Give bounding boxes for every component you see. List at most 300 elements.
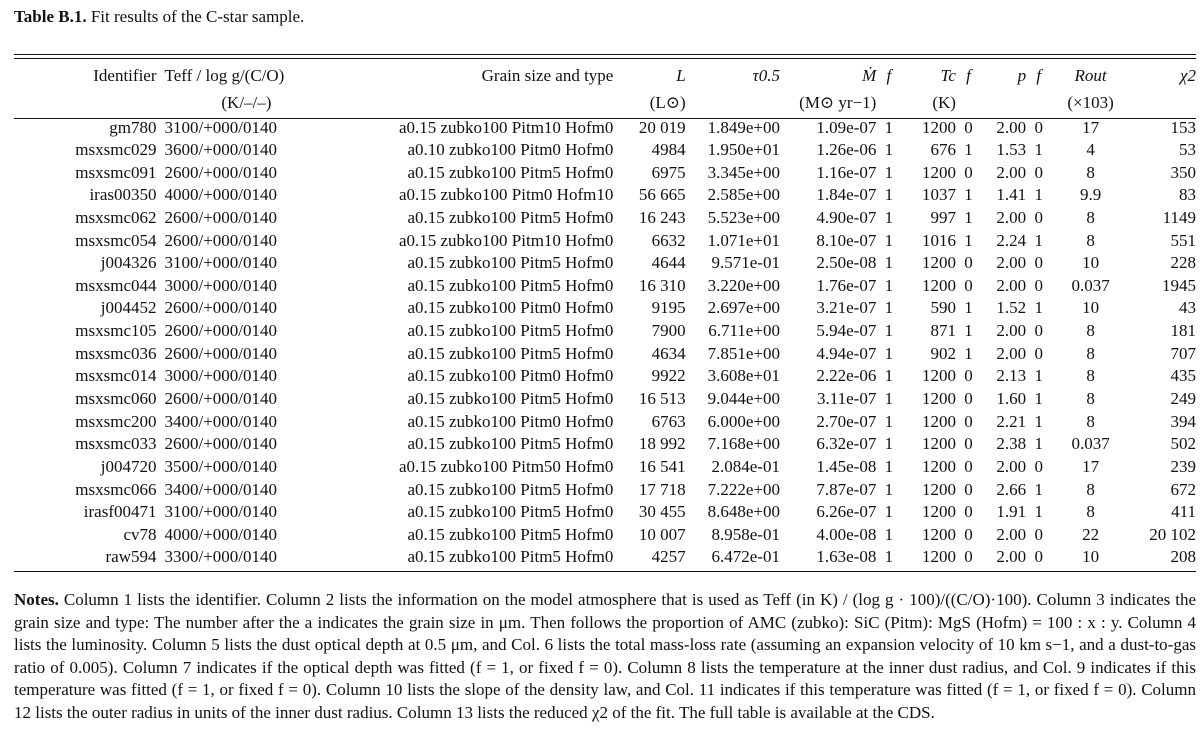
cell-luminosity: 4644: [651, 253, 686, 273]
cell-rout: 8: [1086, 321, 1095, 341]
cell-grain: a0.15 zubko100 Pitm0 Hofm0: [407, 298, 614, 318]
cell-f2: 1: [964, 230, 973, 250]
top-rule: [14, 54, 1196, 55]
cell-luminosity: 17 718: [638, 479, 686, 499]
cell-tc: 1016: [921, 230, 956, 250]
cell-mdot: 3.11e-07: [817, 389, 877, 408]
cell-identifier: irasf00471: [83, 502, 157, 522]
cell-f1: 1: [884, 479, 894, 499]
cell-f3: 1: [1034, 479, 1043, 499]
cell-grain: a0.10 zubko100 Pitm0 Hofm0: [407, 139, 614, 159]
cell-teff: 2600/+000/0140: [164, 162, 278, 182]
cell-p: 2.21: [996, 411, 1027, 431]
cell-p: 1.52: [996, 298, 1027, 318]
cell-identifier: cv78: [123, 524, 157, 544]
cell-rout: 10: [1082, 253, 1100, 273]
cell-identifier: msxsmc029: [75, 139, 157, 159]
cell-rout: 8: [1086, 502, 1095, 522]
cell-luminosity: 56 665: [638, 185, 686, 205]
header-p-unit: [981, 89, 1026, 116]
cell-tau: 8.648e+00: [707, 502, 780, 522]
header-f3-unit: [1026, 89, 1051, 116]
cell-grain: a0.15 zubko100 Pitm10 Hofm0: [398, 118, 614, 138]
cell-luminosity: 16 310: [638, 275, 686, 295]
cell-mdot: 2.70e-07: [816, 411, 877, 431]
cell-luminosity: 6975: [651, 162, 686, 182]
cell-teff: 4000/+000/0140: [164, 524, 278, 544]
cell-tau: 3.608e+01: [707, 366, 780, 386]
cell-f3: 0: [1034, 321, 1043, 341]
cell-mdot: 5.94e-07: [816, 321, 877, 341]
cell-f2: 0: [964, 524, 973, 544]
cell-tau: 2.084e-01: [711, 456, 780, 476]
cell-teff: 3400/+000/0140: [164, 479, 278, 499]
header-f2: f: [966, 65, 971, 85]
cell-mdot: 1.26e-06: [816, 139, 877, 159]
cell-f3: 0: [1034, 275, 1043, 295]
table-row: [14, 274, 1196, 297]
cell-tc: 590: [930, 298, 956, 318]
cell-f3: 1: [1034, 434, 1043, 454]
cell-tau: 2.697e+00: [707, 298, 780, 318]
cell-luminosity: 16 243: [638, 207, 686, 227]
cell-f2: 0: [964, 479, 973, 499]
cell-luminosity: 16 541: [638, 456, 686, 476]
table-row: [14, 546, 1196, 569]
cell-teff: 3600/+000/0140: [164, 139, 278, 159]
cell-f3: 1: [1034, 411, 1043, 431]
cell-tc: 1200: [921, 479, 956, 499]
cell-f2: 1: [964, 321, 973, 341]
cell-tau: 8.958e-01: [711, 524, 780, 544]
header-tc: Tc: [940, 65, 956, 85]
cell-rout: 8: [1086, 207, 1095, 227]
cell-f1: 1: [884, 547, 894, 567]
cell-luminosity: 6632: [651, 230, 686, 250]
cell-mdot: 4.94e-07: [816, 343, 877, 363]
table-row: [14, 207, 1196, 230]
cell-luminosity: 4984: [651, 139, 686, 159]
cell-tau: 6.711e+00: [708, 321, 780, 341]
cell-luminosity: 9195: [651, 298, 686, 318]
cell-tau: 7.851e+00: [707, 343, 780, 363]
header-tau-unit: [686, 89, 780, 116]
cell-tau: 6.472e-01: [711, 547, 780, 567]
cell-f3: 1: [1034, 366, 1043, 386]
cell-f2: 1: [964, 185, 973, 205]
cell-tc: 676: [930, 139, 956, 159]
table-row: [14, 524, 1196, 547]
cell-identifier: j004452: [100, 298, 157, 318]
cell-p: 2.24: [996, 230, 1027, 250]
cell-f2: 0: [964, 411, 973, 431]
cell-f1: 1: [884, 502, 894, 522]
cell-tau: 7.168e+00: [707, 434, 780, 454]
cell-p: 1.41: [996, 185, 1027, 205]
header-row-2: [14, 89, 1196, 116]
cell-f1: 1: [884, 230, 894, 250]
cell-f1: 1: [884, 298, 894, 318]
cell-mdot: 4.90e-07: [816, 207, 877, 227]
table-row: [14, 252, 1196, 275]
table-caption-text: Fit results of the C-star sample.: [90, 7, 305, 26]
cell-f3: 1: [1034, 502, 1043, 522]
cell-teff: 3000/+000/0140: [164, 275, 278, 295]
table-row: [14, 161, 1196, 184]
cell-rout: 17: [1082, 456, 1100, 476]
bottom-rule: [14, 571, 1196, 572]
cell-tc: 1200: [921, 389, 956, 408]
cell-f3: 0: [1034, 118, 1043, 138]
cell-p: 1.53: [996, 139, 1027, 159]
cell-luminosity: 18 992: [638, 434, 686, 454]
cell-teff: 3500/+000/0140: [164, 456, 278, 476]
cell-teff: 2600/+000/0140: [164, 298, 278, 318]
header-luminosity: L: [676, 65, 686, 85]
cell-f1: 1: [884, 389, 894, 408]
cell-identifier: raw594: [105, 547, 157, 567]
table-caption-label: Table B.1.: [14, 7, 87, 26]
cell-tau: 1.849e+00: [707, 118, 780, 138]
cell-f2: 0: [964, 456, 973, 476]
cell-rout: 8: [1086, 230, 1095, 250]
cell-mdot: 3.21e-07: [816, 298, 877, 318]
cell-tc: 1200: [921, 275, 956, 295]
cell-mdot: 1.16e-07: [816, 162, 877, 182]
cell-luminosity: 9922: [651, 366, 686, 386]
cell-p: 2.00: [996, 207, 1027, 227]
cell-teff: 4000/+000/0140: [164, 185, 278, 205]
header-f2-unit: [956, 89, 981, 116]
cell-f2: 0: [964, 547, 973, 567]
cell-identifier: msxsmc091: [75, 162, 157, 182]
cell-teff: 2600/+000/0140: [164, 230, 278, 250]
cell-chi2: 672: [1170, 479, 1196, 499]
cell-rout: 22: [1082, 524, 1100, 544]
cell-grain: a0.15 zubko100 Pitm5 Hofm0: [407, 547, 614, 567]
cell-identifier: msxsmc066: [75, 479, 157, 499]
top-rule-double: [14, 58, 1196, 59]
cell-f2: 0: [964, 366, 973, 386]
cell-p: 2.00: [996, 524, 1027, 544]
cell-f1: 1: [884, 162, 894, 182]
cell-luminosity: 10 007: [638, 524, 686, 544]
cell-grain: a0.15 zubko100 Pitm5 Hofm0: [407, 207, 614, 227]
table-row: [14, 139, 1196, 162]
cell-tau: 9.571e-01: [711, 253, 780, 273]
cell-tau: 9.044e+00: [707, 389, 780, 408]
fit-results-table: [14, 62, 1196, 569]
cell-grain: a0.15 zubko100 Pitm0 Hofm0: [407, 411, 614, 431]
cell-chi2: 411: [1171, 502, 1196, 522]
cell-f2: 0: [964, 434, 973, 454]
cell-chi2: 1945: [1162, 275, 1196, 295]
cell-chi2: 181: [1170, 321, 1196, 341]
cell-chi2: 208: [1170, 547, 1196, 567]
cell-f2: 0: [964, 389, 973, 408]
cell-rout: 4: [1086, 139, 1095, 159]
cell-mdot: 2.22e-06: [816, 366, 877, 386]
table-row: [14, 297, 1196, 320]
cell-teff: 3000/+000/0140: [164, 366, 278, 386]
cell-luminosity: 30 455: [638, 502, 686, 522]
cell-f1: 1: [884, 139, 894, 159]
cell-identifier: j004720: [100, 456, 157, 476]
cell-chi2: 53: [1179, 139, 1196, 159]
cell-mdot: 1.84e-07: [816, 185, 877, 205]
cell-teff: 3400/+000/0140: [164, 411, 278, 431]
cell-chi2: 350: [1170, 162, 1196, 182]
cell-tau: 1.950e+01: [707, 139, 780, 159]
cell-tc: 1200: [921, 118, 956, 138]
table-row: [14, 388, 1196, 411]
cell-mdot: 1.63e-08: [816, 547, 877, 567]
cell-chi2: 394: [1170, 411, 1196, 431]
cell-grain: a0.15 zubko100 Pitm5 Hofm0: [407, 389, 614, 408]
header-p: p: [1017, 65, 1027, 85]
notes-text: Column 1 lists the identifier. Column 2 lists the information on the model atmosphere that is used as Teff (in K) / (log g · 100)/((C/O)·100). Column 3 indicates the grain size and type: The number after the a indicates the grain size in μm. Then follows the proportion of AMC (zubko): SiC (Pitm): MgS (Hofm) = 100 : x : y. Column 4 lists the luminosity. Column 5 lists the dust optical depth at 0.5 μm, and Col. 6 lists the total mass-loss rate (assuming an expansion velocity of 10 km s−1, and a dust-to-gas ratio of 0.005). Column 7 indicates if the optical depth was fitted (f = 1, or fixed f = 0). Column 8 lists the temperature at the inner dust radius, and Col. 9 indicates if this temperature was fitted (f = 1, or fixed f = 0). Column 10 lists the slope of the density law, and Col. 11 indicates if this temperature was fitted (f = 1, or fixed f = 0). Column 12 lists the outer radius in units of the inner dust radius. Column 13 lists the reduced χ2 of the fit. The full table is available at the CDS.: [14, 590, 1197, 722]
cell-p: 2.38: [996, 434, 1027, 454]
cell-mdot: 1.76e-07: [816, 275, 877, 295]
cell-mdot: 1.09e-07: [816, 118, 877, 138]
cell-identifier: msxsmc033: [75, 434, 157, 454]
cell-identifier: msxsmc036: [75, 343, 157, 363]
cell-rout: 0.037: [1071, 434, 1110, 454]
cell-luminosity: 6763: [651, 411, 686, 431]
cell-mdot: 1.45e-08: [816, 456, 877, 476]
cell-rout: 10: [1082, 298, 1100, 318]
table-row: [14, 456, 1196, 479]
cell-p: 2.00: [996, 547, 1027, 567]
cell-f1: 1: [884, 275, 894, 295]
cell-f3: 1: [1034, 389, 1043, 408]
table-body: [14, 116, 1196, 569]
cell-tc: 1200: [921, 524, 956, 544]
cell-tc: 1200: [921, 502, 956, 522]
notes-label: Notes.: [14, 590, 59, 609]
cell-f1: 1: [884, 253, 894, 273]
cell-chi2: 228: [1170, 253, 1196, 273]
cell-f2: 0: [964, 502, 973, 522]
table-caption: [14, 6, 304, 28]
cell-f1: 1: [884, 207, 894, 227]
table-row: [14, 184, 1196, 207]
cell-grain: a0.15 zubko100 Pitm50 Hofm0: [398, 456, 614, 476]
cell-teff: 2600/+000/0140: [164, 343, 278, 363]
cell-tc: 1200: [921, 547, 956, 567]
header-grain-unit: [328, 89, 613, 116]
cell-rout: 8: [1086, 389, 1095, 408]
cell-identifier: msxsmc054: [75, 230, 157, 250]
cell-tau: 3.345e+00: [707, 162, 780, 182]
cell-f3: 0: [1034, 162, 1043, 182]
cell-teff: 2600/+000/0140: [164, 207, 278, 227]
cell-f3: 0: [1034, 547, 1043, 567]
cell-chi2: 83: [1179, 185, 1196, 205]
cell-f3: 1: [1034, 230, 1043, 250]
cell-identifier: msxsmc044: [75, 275, 157, 295]
cell-tc: 871: [930, 321, 956, 341]
cell-f3: 0: [1034, 207, 1043, 227]
cell-rout: 8: [1086, 343, 1095, 363]
cell-f1: 1: [884, 343, 894, 363]
cell-teff: 2600/+000/0140: [164, 434, 278, 454]
cell-grain: a0.15 zubko100 Pitm5 Hofm0: [407, 275, 614, 295]
cell-f1: 1: [884, 366, 894, 386]
cell-rout: 8: [1086, 479, 1095, 499]
cell-mdot: 7.87e-07: [816, 479, 877, 499]
cell-f1: 1: [884, 411, 894, 431]
cell-luminosity: 4257: [651, 547, 686, 567]
cell-chi2: 239: [1170, 456, 1196, 476]
cell-p: 1.91: [996, 502, 1027, 522]
cell-f3: 0: [1034, 524, 1043, 544]
cell-teff: 2600/+000/0140: [164, 389, 278, 408]
cell-chi2: 153: [1170, 118, 1196, 138]
cell-mdot: 4.00e-08: [816, 524, 877, 544]
cell-tau: 3.220e+00: [707, 275, 780, 295]
cell-f1: 1: [884, 118, 894, 138]
header-identifier-unit: [14, 89, 157, 116]
cell-grain: a0.15 zubko100 Pitm10 Hofm0: [398, 230, 614, 250]
table-row: [14, 365, 1196, 388]
cell-identifier: gm780: [109, 118, 157, 138]
cell-grain: a0.15 zubko100 Pitm5 Hofm0: [407, 321, 614, 341]
cell-tc: 902: [930, 343, 956, 363]
cell-tau: 7.222e+00: [707, 479, 780, 499]
cell-identifier: msxsmc062: [75, 207, 157, 227]
cell-grain: a0.15 zubko100 Pitm5 Hofm0: [407, 479, 614, 499]
cell-f3: 0: [1034, 253, 1043, 273]
cell-tc: 1200: [921, 366, 956, 386]
cell-teff: 3100/+000/0140: [164, 253, 278, 273]
cell-rout: 8: [1086, 162, 1095, 182]
cell-p: 2.00: [996, 321, 1027, 341]
header-chi2-unit: [1130, 89, 1196, 116]
cell-chi2: 1149: [1162, 207, 1196, 227]
cell-f1: 1: [884, 434, 894, 454]
cell-chi2: 43: [1179, 298, 1196, 318]
cell-p: 2.00: [996, 253, 1027, 273]
cell-f1: 1: [884, 321, 894, 341]
cell-tc: 1037: [921, 185, 956, 205]
cell-f3: 1: [1034, 185, 1043, 205]
cell-rout: 8: [1086, 411, 1095, 431]
cell-f3: 0: [1034, 456, 1043, 476]
cell-identifier: msxsmc014: [75, 366, 157, 386]
cell-f2: 1: [964, 207, 973, 227]
cell-f3: 1: [1034, 139, 1043, 159]
cell-f1: 1: [884, 524, 894, 544]
cell-rout: 17: [1082, 118, 1100, 138]
cell-p: 2.00: [996, 162, 1027, 182]
table-notes: [14, 589, 1196, 725]
header-teff: Teff / log g/(C/O): [164, 65, 285, 85]
cell-f3: 0: [1034, 343, 1043, 363]
header-tau: τ0.5: [752, 65, 780, 85]
cell-chi2: 435: [1170, 366, 1196, 386]
cell-tc: 1200: [921, 253, 956, 273]
cell-p: 1.60: [996, 389, 1027, 408]
header-f3: f: [1036, 65, 1042, 85]
cell-grain: a0.15 zubko100 Pitm5 Hofm0: [407, 502, 614, 522]
header-identifier: Identifier: [93, 65, 157, 85]
cell-grain: a0.15 zubko100 Pitm0 Hofm0: [407, 366, 614, 386]
cell-luminosity: 7900: [651, 321, 686, 341]
cell-luminosity: 20 019: [638, 118, 686, 138]
cell-f2: 0: [964, 118, 973, 138]
cell-tau: 6.000e+00: [707, 411, 780, 431]
cell-identifier: msxsmc200: [75, 411, 157, 431]
table-row: [14, 433, 1196, 456]
cell-tc: 1200: [921, 411, 956, 431]
header-rout: Rout: [1074, 65, 1107, 85]
table-row: [14, 229, 1196, 252]
cell-p: 2.66: [996, 479, 1027, 499]
cell-teff: 2600/+000/0140: [164, 321, 278, 341]
cell-mdot: 2.50e-08: [816, 253, 877, 273]
cell-teff: 3100/+000/0140: [164, 118, 278, 138]
table-row: [14, 478, 1196, 501]
cell-mdot: 8.10e-07: [816, 230, 877, 250]
table-row: [14, 116, 1196, 139]
cell-tau: 1.071e+01: [707, 230, 780, 250]
cell-f2: 0: [964, 253, 973, 273]
header-rout-unit: (×103): [1067, 92, 1114, 112]
cell-f3: 1: [1034, 298, 1043, 318]
cell-tau: 2.585e+00: [707, 185, 780, 205]
cell-mdot: 6.32e-07: [816, 434, 877, 454]
cell-chi2: 502: [1170, 434, 1196, 454]
cell-f2: 1: [964, 139, 973, 159]
cell-luminosity: 4634: [651, 343, 686, 363]
cell-chi2: 551: [1170, 230, 1196, 250]
header-teff-unit: (K/–/–): [221, 92, 272, 112]
cell-grain: a0.15 zubko100 Pitm5 Hofm0: [407, 162, 614, 182]
cell-rout: 8: [1086, 366, 1095, 386]
cell-f2: 0: [964, 162, 973, 182]
cell-grain: a0.15 zubko100 Pitm5 Hofm0: [407, 253, 614, 273]
cell-p: 2.00: [996, 275, 1027, 295]
cell-p: 2.00: [996, 343, 1027, 363]
cell-identifier: j004326: [100, 253, 157, 273]
cell-grain: a0.15 zubko100 Pitm5 Hofm0: [407, 343, 614, 363]
header-row-1: [14, 62, 1196, 89]
cell-identifier: msxsmc060: [75, 389, 157, 408]
cell-tc: 1200: [921, 434, 956, 454]
table-row: [14, 410, 1196, 433]
header-f1: f: [886, 65, 892, 85]
header-chi2: χ2: [1180, 65, 1196, 85]
cell-f1: 1: [884, 185, 894, 205]
cell-rout: 0.037: [1071, 275, 1110, 295]
cell-rout: 9.9: [1079, 185, 1102, 205]
header-grain: Grain size and type: [481, 65, 614, 85]
cell-chi2: 707: [1170, 343, 1196, 363]
cell-teff: 3300/+000/0140: [164, 547, 278, 567]
cell-f2: 1: [964, 298, 973, 318]
cell-rout: 10: [1082, 547, 1100, 567]
cell-grain: a0.15 zubko100 Pitm5 Hofm0: [407, 524, 614, 544]
cell-identifier: iras00350: [89, 185, 157, 205]
cell-luminosity: 16 513: [638, 389, 686, 408]
header-mdot-unit: (M⊙ yr−1): [799, 92, 877, 112]
cell-tc: 1200: [921, 456, 956, 476]
header-luminosity-unit: (L⊙): [649, 92, 686, 112]
header-f1-unit: [876, 89, 901, 116]
cell-tc: 1200: [921, 162, 956, 182]
table-row: [14, 501, 1196, 524]
